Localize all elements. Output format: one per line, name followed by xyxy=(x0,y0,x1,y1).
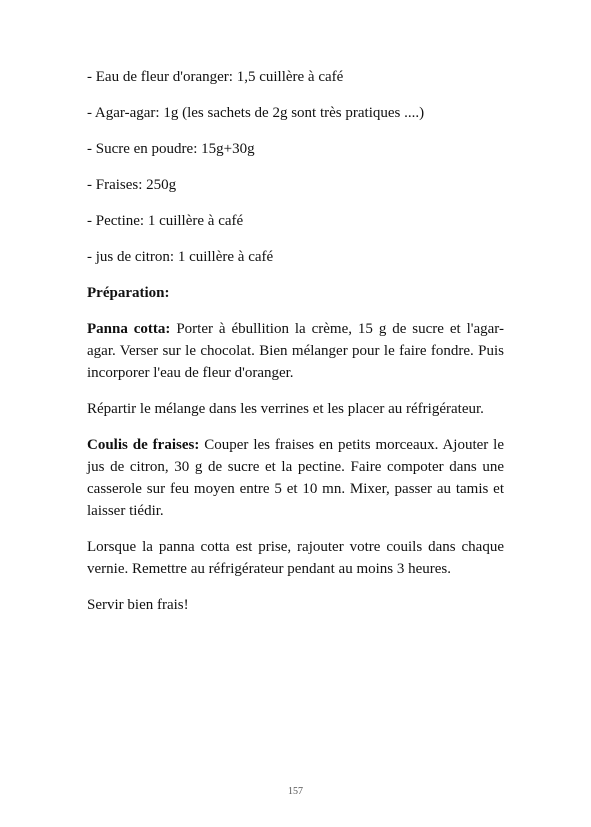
ingredient-item: - Sucre en poudre: 15g+30g xyxy=(87,141,255,157)
ingredient-list xyxy=(87,66,504,268)
ingredient-item: - Pectine: 1 cuillère à café xyxy=(87,213,244,229)
paragraph-text: Répartir le mélange dans les verrines et les placer au réfrigérateur. xyxy=(87,401,484,417)
paragraph-repartir xyxy=(87,398,504,420)
ingredient-item: - Fraises: 250g xyxy=(87,177,177,193)
paragraph-text: Lorsque la panna cotta est prise, rajouter votre couils dans chaque vernie. Remettre au réfrigérateur pendant au moins 3 heures. xyxy=(87,539,504,577)
preparation-heading: Préparation: xyxy=(87,285,170,301)
paragraph-lorsque xyxy=(87,536,504,580)
paragraph-label: Coulis de fraises: xyxy=(87,437,200,453)
paragraph-label: Panna cotta: xyxy=(87,321,171,337)
ingredient-item: - Agar-agar: 1g (les sachets de 2g sont très pratiques ....) xyxy=(87,105,425,121)
ingredient-item: - jus de citron: 1 cuillère à café xyxy=(87,249,274,265)
paragraph-text: Porter à ébullition la crème, 15 g de sucre et l'agar-agar. Verser sur le chocolat. Bien mélanger pour le faire fondre. Puis incorporer l'eau de fleur d'oranger. xyxy=(87,321,504,381)
recipe-content xyxy=(87,66,504,630)
paragraph-coulis xyxy=(87,434,504,522)
page-number: 157 xyxy=(288,786,303,797)
paragraph-servir xyxy=(87,594,504,616)
paragraph-text: Servir bien frais! xyxy=(87,597,189,613)
paragraph-panna-cotta xyxy=(87,318,504,384)
paragraph-text: Couper les fraises en petits morceaux. Ajouter le jus de citron, 30 g de sucre et la pectine. Faire compoter dans une casserole sur feu moyen entre 5 et 10 mn. Mixer, passer au tamis et laisser tiédir. xyxy=(87,437,505,519)
ingredient-item: - Eau de fleur d'oranger: 1,5 cuillère à café xyxy=(87,69,344,85)
